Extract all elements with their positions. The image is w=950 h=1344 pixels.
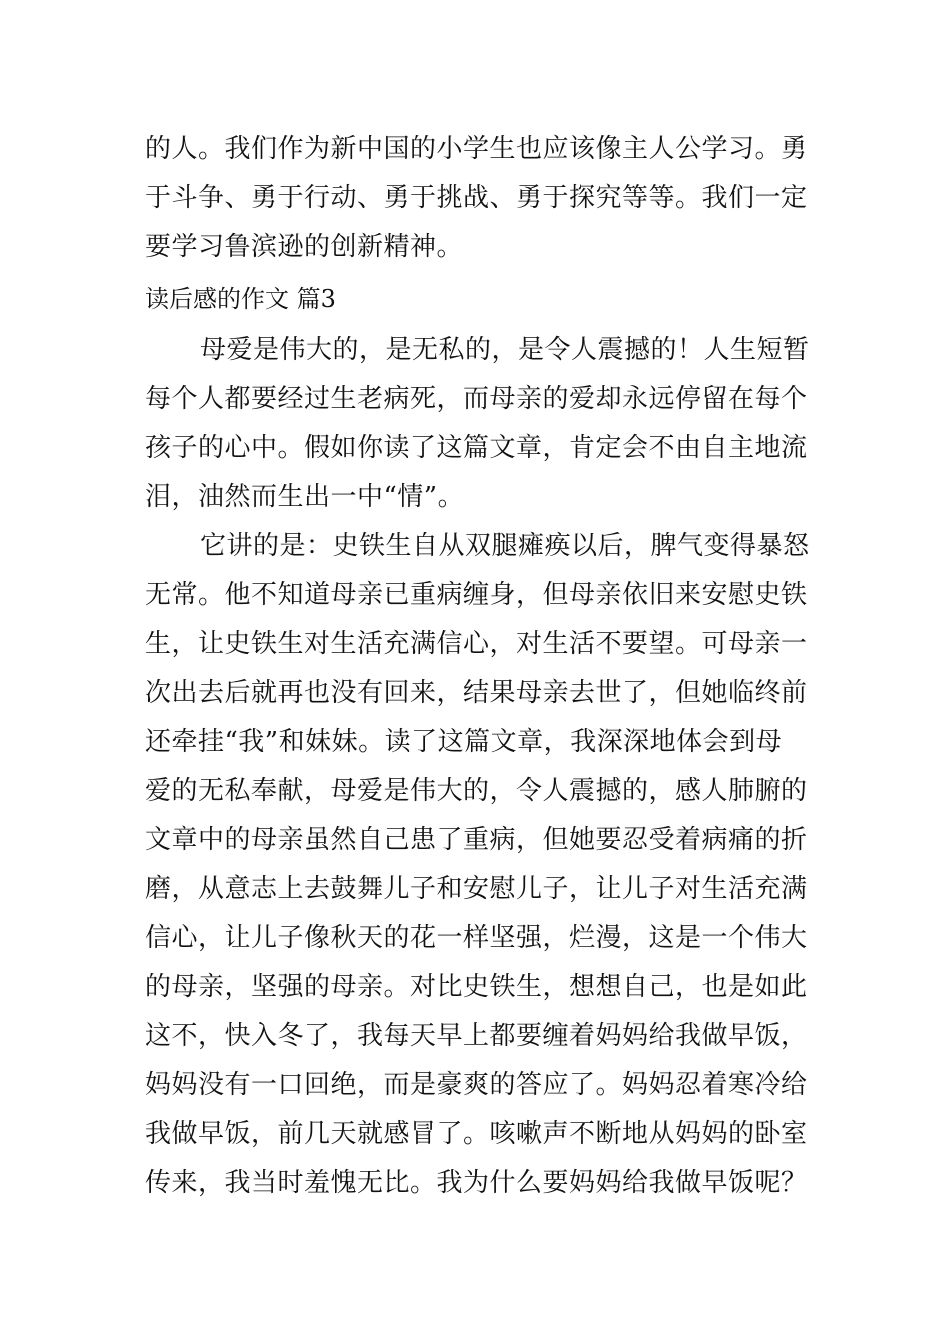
text-line: 它讲的是：史铁生自从双腿瘫痪以后，脾气变得暴怒 xyxy=(200,531,810,561)
text-line: 要学习鲁滨逊的创新精神。 xyxy=(145,232,464,262)
text-line: 于斗争、勇于行动、勇于挑战、勇于探究等等。我们一定 xyxy=(145,183,808,213)
text-line: 传来，我当时羞愧无比。我为什么要妈妈给我做早饭呢？ xyxy=(145,1168,808,1198)
text-line: 这不，快入冬了，我每天早上都要缠着妈妈给我做早饭， xyxy=(145,1021,808,1051)
text-line: 母爱是伟大的，是无私的，是令人震撼的！人生短暂 xyxy=(200,335,810,365)
text-line: 无常。他不知道母亲已重病缠身，但母亲依旧来安慰史铁 xyxy=(145,580,808,610)
text-line: 文章中的母亲虽然自己患了重病，但她要忍受着病痛的折 xyxy=(145,825,808,855)
section-heading: 读后感的作文 篇3 xyxy=(145,285,336,313)
text-line: 信心，让儿子像秋天的花一样坚强，烂漫，这是一个伟大 xyxy=(145,923,808,953)
text-line: 孩子的心中。假如你读了这篇文章，肯定会不由自主地流 xyxy=(145,433,808,463)
text-line: 泪，油然而生出一中“情”。 xyxy=(145,482,465,512)
text-line: 妈妈没有一口回绝，而是豪爽的答应了。妈妈忍着寒冷给 xyxy=(145,1070,808,1100)
text-line: 每个人都要经过生老病死，而母亲的爱却永远停留在每个 xyxy=(145,384,808,414)
text-line: 的母亲，坚强的母亲。对比史铁生，想想自己，也是如此 xyxy=(145,972,808,1002)
text-line: 还牵挂“我”和妹妹。读了这篇文章，我深深地体会到母 xyxy=(145,727,783,757)
text-line: 我做早饭，前几天就感冒了。咳嗽声不断地从妈妈的卧室 xyxy=(145,1119,808,1149)
text-line: 爱的无私奉献，母爱是伟大的，令人震撼的，感人肺腑的 xyxy=(145,776,808,806)
text-line: 生，让史铁生对生活充满信心，对生活不要望。可母亲一 xyxy=(145,629,808,659)
text-line: 次出去后就再也没有回来，结果母亲去世了，但她临终前 xyxy=(145,678,808,708)
text-line: 磨，从意志上去鼓舞儿子和安慰儿子，让儿子对生活充满 xyxy=(145,874,808,904)
text-line: 的人。我们作为新中国的小学生也应该像主人公学习。勇 xyxy=(145,134,808,164)
